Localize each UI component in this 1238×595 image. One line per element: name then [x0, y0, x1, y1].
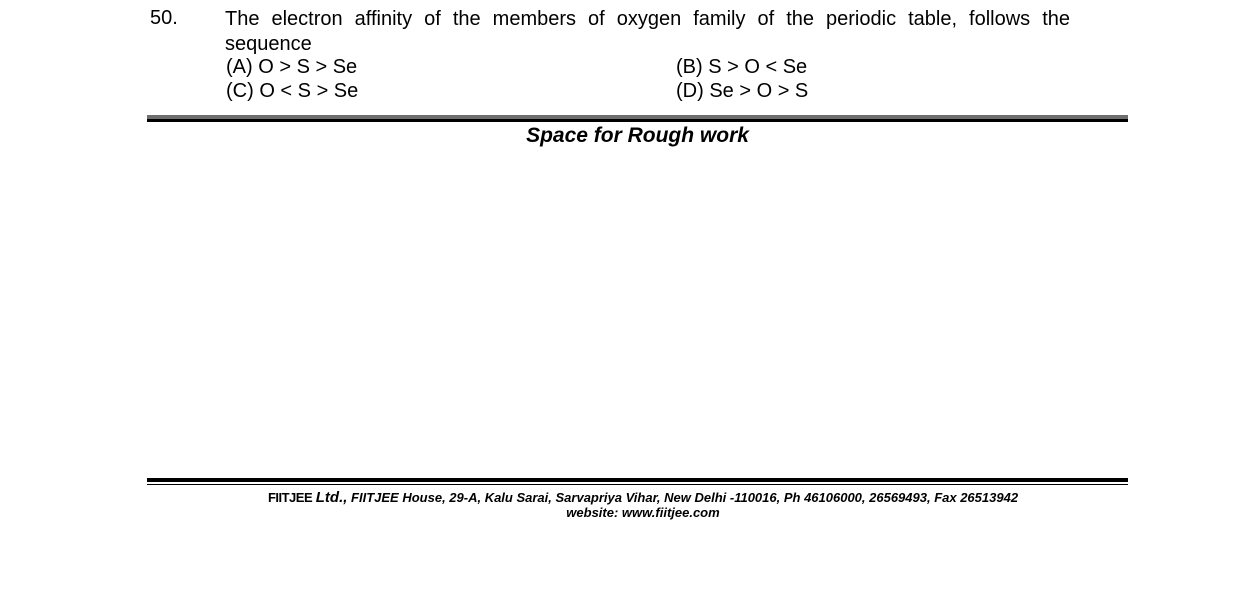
option-c: (C) O < S > Se: [226, 80, 359, 102]
footer-address-line: [190, 490, 1096, 505]
footer-ltd: Ltd.,: [315, 489, 348, 506]
option-d: (D) Se > O > S: [676, 80, 809, 102]
footer-divider-thin: [147, 484, 1128, 485]
question-number: 50.: [150, 7, 178, 29]
footer-address: FIITJEE House, 29-A, Kalu Sarai, Sarvapriya Vihar, New Delhi -110016, Ph 46106000, 26569493, Fax 26513942: [351, 490, 1019, 505]
rough-work-area: [147, 150, 1128, 475]
footer-brand: FIITJEE: [267, 490, 313, 505]
rough-work-divider: [147, 115, 1128, 122]
footer-website: website: www.fiitjee.com: [566, 505, 720, 520]
option-b: (B) S > O < Se: [676, 56, 808, 78]
question-text: The electron affinity of the members of oxygen family of the periodic table, follows the sequence: [225, 8, 1070, 55]
option-a: (A) O > S > Se: [226, 56, 358, 78]
rough-work-title: Space for Rough work: [526, 124, 749, 147]
footer-divider-thick: [147, 478, 1128, 482]
